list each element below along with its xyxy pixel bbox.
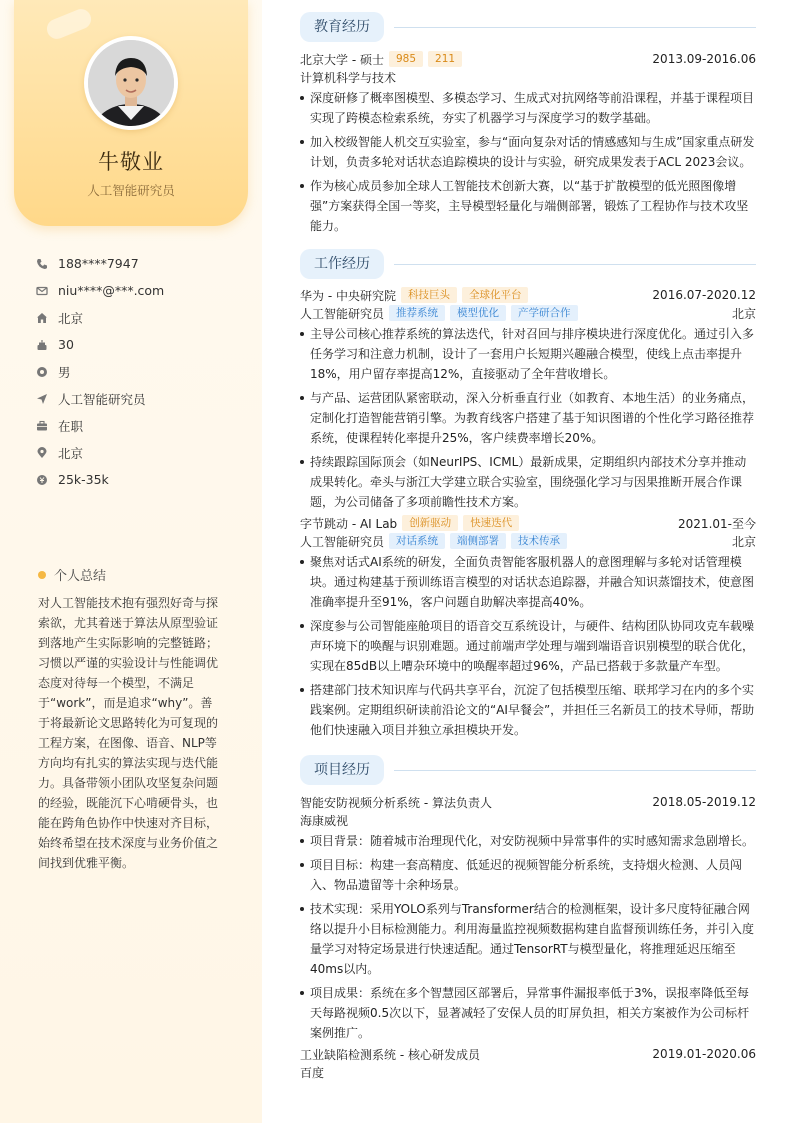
job-position-row xyxy=(300,304,756,322)
list-item: 主导公司核心推荐系统的算法迭代，针对召回与排序模块进行深度优化。通过引入多任务学习和注意力机制，设计了一套用户长短期兴趣融合模型，使线上点击率提升18%，用户留存率提高12%，直接驱动了全年营收增长。 xyxy=(300,324,756,384)
list-item: 项目目标：构建一套高精度、低延迟的视频智能分析系统，支持烟火检测、人员闯入、物品遗留等十余种场景。 xyxy=(300,855,756,895)
position-name: 人工智能研究员 xyxy=(300,306,385,321)
date-range: 2018.05-2019.12 xyxy=(652,795,756,809)
list-item: 搭建部门技术知识库与代码共享平台，沉淀了包括模型压缩、联邦学习在内的多个实践案例。定期组织研读前沿论文的“AI早餐会”，并担任三名新员工的技术导师，帮助他们快速融入项目并独立承担模块开发。 xyxy=(300,680,756,740)
avatar-portrait-icon xyxy=(88,40,174,126)
list-item: 项目成果：系统在多个智慧园区部署后，异常事件漏报率低于3%，误报率降低至每天每路视频0.5次以下，显著减轻了安保人员的盯屏负担，相关方案被作为公司标杆案例推广。 xyxy=(300,983,756,1043)
list-item: 深度参与公司智能座舱项目的语音交互系统设计，与硬件、结构团队协同攻克车载噪声环境下的唤醒与识别难题。通过前端声学处理与端到端语音识别模型的联合优化，实现在85dB以上嘈杂环境中的唤醒率超过96%，产品已搭载于多款量产车型。 xyxy=(300,616,756,676)
contact-age xyxy=(36,331,164,358)
tag: 产学研合作 xyxy=(511,305,578,321)
contact-text: 30 xyxy=(58,337,74,352)
tag: 全球化平台 xyxy=(462,287,529,303)
company-name: 字节跳动 - AI Lab xyxy=(300,516,398,531)
phone-icon xyxy=(36,258,48,270)
contact-position xyxy=(36,385,164,412)
contact-text: niu****@***.com xyxy=(58,283,165,298)
project-org-row xyxy=(300,811,756,829)
contact-location xyxy=(36,439,164,466)
school-name: 北京大学 - 硕士 xyxy=(300,52,384,67)
contact-salary xyxy=(36,466,164,493)
project-bullets xyxy=(300,831,756,1043)
contact-text: 188****7947 xyxy=(58,256,139,271)
contact-text: 人工智能研究员 xyxy=(58,391,146,407)
mail-icon xyxy=(36,285,48,297)
tag: 创新驱动 xyxy=(402,515,458,531)
section-divider xyxy=(394,27,756,28)
job-position-row xyxy=(300,532,756,550)
job-bullets xyxy=(300,324,756,512)
contact-text: 北京 xyxy=(58,310,84,326)
section-title: 项目经历 xyxy=(300,755,384,785)
bullet-dot-icon xyxy=(38,571,46,579)
tag: 模型优化 xyxy=(450,305,506,321)
project-header xyxy=(300,793,756,811)
home-icon xyxy=(36,312,48,324)
cake-icon xyxy=(36,339,48,351)
list-item: 深度研修了概率图模型、多模态学习、生成式对抗网络等前沿课程，并基于课程项目实现了跨模态检索系统，夯实了机器学习与深度学习的数学基础。 xyxy=(300,88,756,128)
job-city: 北京 xyxy=(731,306,756,321)
list-item: 作为核心成员参加全球人工智能技术创新大赛，以“基于扩散模型的低光照图像增强”方案获得全国一等奖，主导模型轻量化与端侧部署，锻炼了工程协作与技术攻坚能力。 xyxy=(300,176,756,236)
contact-email xyxy=(36,277,164,304)
tag: 快速迭代 xyxy=(463,515,519,531)
summary-heading xyxy=(38,565,106,584)
candidate-role: 人工智能研究员 xyxy=(87,183,175,198)
tag: 211 xyxy=(428,51,462,67)
contact-text: 北京 xyxy=(58,445,84,461)
list-item: 聚焦对话式AI系统的研发，全面负责智能客服机器人的意图理解与多轮对话管理模块。通过构建基于预训练语言模型的对话状态追踪器，并融合知识蒸馏技术，使意图准确率提升至91%，客户问题自助解决率提高40%。 xyxy=(300,552,756,612)
date-range: 2016.07-2020.12 xyxy=(652,288,756,302)
education-major-row xyxy=(300,68,756,86)
main-content xyxy=(300,10,756,1081)
salary-icon xyxy=(36,474,48,486)
contact-phone xyxy=(36,250,164,277)
contact-gender xyxy=(36,358,164,385)
sidebar xyxy=(0,0,262,1123)
section-divider xyxy=(394,770,756,771)
location-icon xyxy=(36,447,48,459)
tag: 对话系统 xyxy=(389,533,445,549)
company-name: 华为 - 中央研究院 xyxy=(300,288,396,303)
project-header xyxy=(300,1045,756,1063)
education-header xyxy=(300,50,756,68)
list-item: 项目背景：随着城市治理现代化，对安防视频中异常事件的实时感知需求急剧增长。 xyxy=(300,831,756,851)
candidate-name: 牛敬业 xyxy=(98,150,164,174)
list-item: 与产品、运营团队紧密联动，深入分析垂直行业（如教育、本地生活）的业务痛点，定制化打造智能营销引擎。为教育线客户搭建了基于知识图谱的个性化学习路径推荐系统，使课程转化率提升25%，客户续费率增长20%。 xyxy=(300,388,756,448)
project-org-row xyxy=(300,1063,756,1081)
project-org: 海康威视 xyxy=(300,813,349,828)
avatar xyxy=(88,40,174,126)
section-divider xyxy=(394,264,756,265)
education-bullets xyxy=(300,88,756,236)
date-range: 2021.01-至今 xyxy=(678,516,756,531)
date-range: 2013.09-2016.06 xyxy=(652,52,756,66)
tag: 端侧部署 xyxy=(450,533,506,549)
decorative-pill xyxy=(44,6,94,42)
section-title: 教育经历 xyxy=(300,12,384,42)
contact-list xyxy=(36,250,164,493)
summary-title: 个人总结 xyxy=(54,569,107,584)
contact-status xyxy=(36,412,164,439)
tag: 科技巨头 xyxy=(401,287,457,303)
project-name: 智能安防视频分析系统 - 算法负责人 xyxy=(300,795,492,810)
avatar-frame xyxy=(84,36,178,130)
job-header xyxy=(300,286,756,304)
tag: 推荐系统 xyxy=(389,305,445,321)
contact-text: 男 xyxy=(58,364,71,380)
briefcase-icon xyxy=(36,420,48,432)
contact-home xyxy=(36,304,164,331)
tag: 技术传承 xyxy=(511,533,567,549)
section-title: 工作经历 xyxy=(300,249,384,279)
job-city: 北京 xyxy=(731,534,756,549)
job-bullets xyxy=(300,552,756,740)
date-range: 2019.01-2020.06 xyxy=(652,1047,756,1061)
gender-icon xyxy=(36,366,48,378)
summary-text: 对人工智能技术抱有强烈好奇与探索欲，尤其着迷于算法从原型验证到落地产生实际影响的完整链路；习惯以严谨的实验设计与性能调优态度对待每一个模型，不满足于“work”，而是追求“why”。善于将最新论文思路转化为可复现的工程方案，在图像、语音、NLP等方向均有扎实的算法实现与迭代能力。具备带领小团队攻坚复杂问题的经验，既能沉下心啃硬骨头，也能在跨角色协作中快速对齐目标，始终希望在技术深度与业务价值之间找到优雅平衡。 xyxy=(38,596,219,870)
section-education xyxy=(300,10,756,44)
list-item: 技术实现：采用YOLO系列与Transformer结合的检测框架，设计多尺度特征融合网络以提升小目标检测能力。利用海量监控视频数据构建自监督预训练任务，并引入度量学习对特定场景进行快速适配。通过TensorRT与模型量化，将推理延迟压缩至40ms以内。 xyxy=(300,899,756,979)
list-item: 加入校级智能人机交互实验室，参与“面向复杂对话的情感感知与生成”国家重点研发计划，负责多轮对话状态追踪模块的设计与实验，研究成果发表于ACL 2023会议。 xyxy=(300,132,756,172)
contact-text: 在职 xyxy=(58,418,84,434)
contact-text: 25k-35k xyxy=(58,472,109,487)
job-header xyxy=(300,514,756,532)
tag: 985 xyxy=(389,51,423,67)
section-work xyxy=(300,247,756,281)
major: 计算机科学与技术 xyxy=(300,70,397,85)
section-projects xyxy=(300,753,756,787)
project-org: 百度 xyxy=(300,1065,325,1080)
project-name: 工业缺陷检测系统 - 核心研发成员 xyxy=(300,1047,480,1062)
position-name: 人工智能研究员 xyxy=(300,534,385,549)
send-icon xyxy=(36,393,48,405)
list-item: 持续跟踪国际顶会（如NeurIPS、ICML）最新成果，定期组织内部技术分享并推动成果转化。牵头与浙江大学建立联合实验室，围绕强化学习与因果推断开展合作课题，为公司储备了多项前瞻性技术方案。 xyxy=(300,452,756,512)
